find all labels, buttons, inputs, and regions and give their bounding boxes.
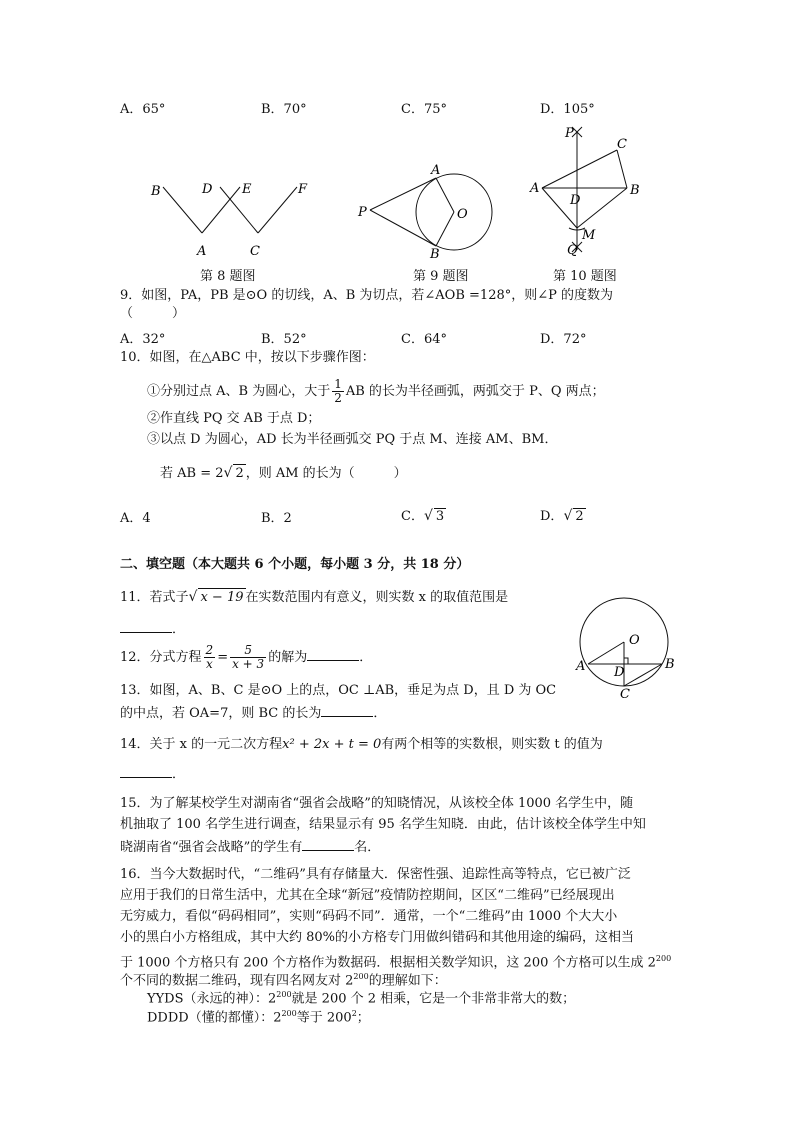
q14-answer-line bbox=[120, 764, 185, 784]
q13-end: ． bbox=[373, 706, 387, 721]
q16-line-7-post: 就是 200 个 2 相乘，它是一个非常非常大的数； bbox=[291, 991, 576, 1007]
q10-option-c bbox=[401, 505, 446, 524]
q16-line-7-pre: YYDS（永远的神）：2 bbox=[147, 991, 277, 1007]
q15-line-3-post: 名． bbox=[354, 840, 381, 855]
fraction-half bbox=[332, 378, 344, 405]
sqrt-symbol: √ bbox=[223, 465, 233, 481]
q7-option-d: D．105° bbox=[540, 102, 595, 117]
q10-option-c-prefix: C． bbox=[401, 509, 424, 524]
q15-line-1: 15．为了解某校学生对湖南省“强省会战略”的知晓情况，从该校全体 1000 名学生中，随 bbox=[120, 796, 634, 811]
q12-fraction-2 bbox=[230, 644, 266, 671]
q11-pre: 11．若式子 bbox=[120, 590, 189, 605]
fig13-label-d: D bbox=[614, 665, 625, 680]
q14-equation: x² + 2x + t = 0 bbox=[282, 737, 382, 752]
q15-line-2: 机抽取了 100 名学生进行调查，结果显示有 95 名学生知晓．由此，估计该校全体学生中知 bbox=[120, 817, 646, 832]
q13-line-2-text: 的中点，若 OA=7，则 BC 的长为 bbox=[120, 706, 322, 721]
fig8-label-e: E bbox=[242, 182, 252, 197]
fig8-label-f: F bbox=[298, 182, 308, 197]
q10-cond-post: ，则 AM 的长为（ ） bbox=[245, 466, 407, 481]
fig10-label-m: M bbox=[582, 228, 596, 243]
q13-line-2 bbox=[120, 703, 386, 723]
q16-line-2: 应用于我们的日常生活中，尤其在全球“新冠”疫情防控期间，区区“二维码”已经展现出 bbox=[120, 888, 615, 903]
q14-pre: 14．关于 x 的一元二次方程 bbox=[120, 737, 283, 752]
fig9-label-p: P bbox=[358, 205, 367, 220]
q16-line-8-exponent-2: 2 bbox=[351, 1009, 357, 1018]
q9-option-a: A．32° bbox=[120, 332, 166, 347]
q16-line-3: 无穷威力，看似“码码相同”，实则“码码不同”．通常，一个“二维码”由 1000 个大大小 bbox=[120, 909, 618, 924]
q16-line-8-exponent: 200 bbox=[281, 1009, 297, 1018]
q7-option-c: C．75° bbox=[401, 102, 447, 117]
q12-end: ． bbox=[359, 650, 373, 665]
q10-step1-post: AB 的长为半径画弧，两弧交于 P、Q 两点； bbox=[345, 384, 605, 399]
fig8-label-c: C bbox=[250, 244, 260, 259]
q16-line-4: 小的黑白小方格组成，其中大约 80%的小方格专门用做纠错码和其他用途的编码，这相当 bbox=[120, 930, 635, 945]
fig8-label-a: A bbox=[197, 244, 207, 259]
figure-10 bbox=[525, 122, 645, 264]
fig13-label-a: A bbox=[576, 659, 586, 674]
q11-line bbox=[120, 588, 508, 607]
q16-line-6-pre: 个不同的数据二维码，现有四名网友对 2 bbox=[120, 973, 354, 989]
q11-blank[interactable] bbox=[120, 619, 172, 633]
q16-line-8 bbox=[147, 1005, 370, 1027]
q14-blank[interactable] bbox=[120, 764, 172, 778]
q11-answer-line bbox=[120, 619, 185, 639]
q12-f1-denominator: x bbox=[205, 657, 213, 671]
section-2-title: 二、填空题（本大题共 6 个小题，每小题 3 分，共 18 分） bbox=[120, 557, 470, 572]
fig10-label-b: B bbox=[630, 183, 640, 198]
q9-option-c: C．64° bbox=[401, 332, 447, 347]
q11-post: 在实数范围内有意义，则实数 x 的取值范围是 bbox=[245, 590, 509, 605]
q16-line-8-mid: 等于 200 bbox=[296, 1010, 352, 1026]
sqrt-symbol: √ bbox=[188, 589, 198, 605]
q14-post: 有两个相等的实数根，则实数 t 的值为 bbox=[381, 737, 603, 752]
fig10-label-p: P bbox=[565, 126, 574, 141]
q9-option-b: B．52° bbox=[261, 332, 307, 347]
q9-option-d: D．72° bbox=[540, 332, 587, 347]
sqrt-symbol: √ bbox=[563, 508, 573, 524]
q14-line bbox=[120, 736, 603, 754]
figure-9 bbox=[350, 160, 500, 260]
q10-condition bbox=[160, 464, 407, 483]
q10-option-a: A．4 bbox=[120, 511, 151, 526]
figure-13 bbox=[572, 594, 682, 702]
q11-end: ． bbox=[172, 622, 186, 637]
q12-blank[interactable] bbox=[307, 647, 359, 661]
fig9-label-b: B bbox=[430, 247, 440, 260]
fig9-label-o: O bbox=[457, 207, 468, 222]
q15-line-3-pre: 晓湖南省“强省会战略”的学生有 bbox=[120, 840, 303, 855]
sqrt-symbol: √ bbox=[423, 508, 433, 524]
q16-line-7-exponent: 200 bbox=[276, 990, 292, 999]
fig8-caption: 第 8 题图 bbox=[200, 269, 256, 284]
q16-line-6-exponent: 200 bbox=[353, 972, 369, 981]
q7-option-a: A．65° bbox=[120, 102, 166, 117]
figure-8 bbox=[140, 175, 330, 265]
q12-pre: 12．分式方程 bbox=[120, 650, 202, 665]
q10-option-d bbox=[540, 505, 586, 524]
fig10-label-q: Q bbox=[567, 243, 578, 258]
q12-f2-numerator: 5 bbox=[230, 644, 266, 658]
q11-radicand: x − 19 bbox=[200, 590, 244, 605]
q7-option-b: B．70° bbox=[261, 102, 307, 117]
fraction-numerator: 1 bbox=[334, 377, 342, 391]
q16-line-6-post: 的理解如下： bbox=[368, 973, 447, 989]
q12-f2-denominator: x + 3 bbox=[232, 657, 265, 671]
fig10-label-a: A bbox=[530, 181, 540, 196]
q9-stem: 9．如图，PA，PB 是⊙O 的切线，A、B 为切点，若∠AOB =128°，则∠P 的度数为 bbox=[120, 288, 614, 303]
fig13-label-o: O bbox=[629, 633, 640, 648]
q12-f1-numerator: 2 bbox=[205, 643, 214, 657]
q12-fraction-1 bbox=[204, 644, 216, 671]
q9-paren: （ ） bbox=[120, 306, 186, 321]
q14-end: ． bbox=[172, 767, 186, 782]
q10-option-c-radicand: 3 bbox=[435, 509, 445, 524]
fraction-denominator: 2 bbox=[334, 391, 342, 405]
q10-step2: ②作直线 PQ 交 AB 于点 D； bbox=[147, 411, 321, 426]
q15-blank[interactable] bbox=[302, 837, 354, 851]
q16-line-8-post: ； bbox=[356, 1010, 370, 1026]
fig8-label-b: B bbox=[151, 184, 161, 199]
fig8-label-d: D bbox=[202, 182, 213, 197]
fig10-caption: 第 10 题图 bbox=[553, 269, 617, 284]
q15-line-3 bbox=[120, 837, 380, 857]
q16-line-5-pre: 于 1000 个方格只有 200 个方格作为数据码．根据相关数学知识，这 200 个方格可以生成 2 bbox=[120, 955, 656, 971]
q10-option-d-radicand: 2 bbox=[575, 509, 584, 524]
q16-line-5-exponent: 200 bbox=[655, 954, 672, 963]
q10-cond-pre: 若 AB = 2 bbox=[160, 466, 224, 481]
fig13-label-b: B bbox=[665, 657, 675, 672]
q16-line-1: 16．当今大数据时代，“二维码”具有存储量大．保密性强、追踪性高等特点，它已被广泛 bbox=[120, 867, 631, 882]
q10-step1 bbox=[147, 378, 605, 405]
fig10-label-c: C bbox=[617, 137, 627, 152]
q10-option-b: B．2 bbox=[261, 511, 292, 526]
q13-blank[interactable] bbox=[321, 703, 373, 717]
q10-stem: 10．如图，在△ABC 中，按以下步骤作图： bbox=[120, 350, 375, 365]
fig9-caption: 第 9 题图 bbox=[413, 269, 469, 284]
q10-cond-radicand: 2 bbox=[235, 466, 244, 481]
fig9-label-a: A bbox=[431, 163, 441, 178]
q10-step3: ③以点 D 为圆心，AD 长为半径画弧交 PQ 于点 M、连接 AM、BM． bbox=[147, 432, 558, 447]
q12-line bbox=[120, 643, 372, 673]
fig10-label-d: D bbox=[570, 193, 581, 208]
q10-option-d-prefix: D． bbox=[540, 509, 564, 524]
q13-line-1: 13．如图，A、B、C 是⊙O 上的点，OC ⊥AB，垂足为点 D，且 D 为 OC bbox=[120, 683, 557, 698]
q12-post: 的解为 bbox=[268, 650, 308, 665]
fig13-label-c: C bbox=[620, 687, 630, 702]
q12-equals: = bbox=[217, 650, 229, 665]
q16-line-8-pre: DDDD（懂的都懂）：2 bbox=[147, 1010, 282, 1026]
q10-step1-pre: ①分别过点 A、B 为圆心，大于 bbox=[147, 384, 331, 399]
